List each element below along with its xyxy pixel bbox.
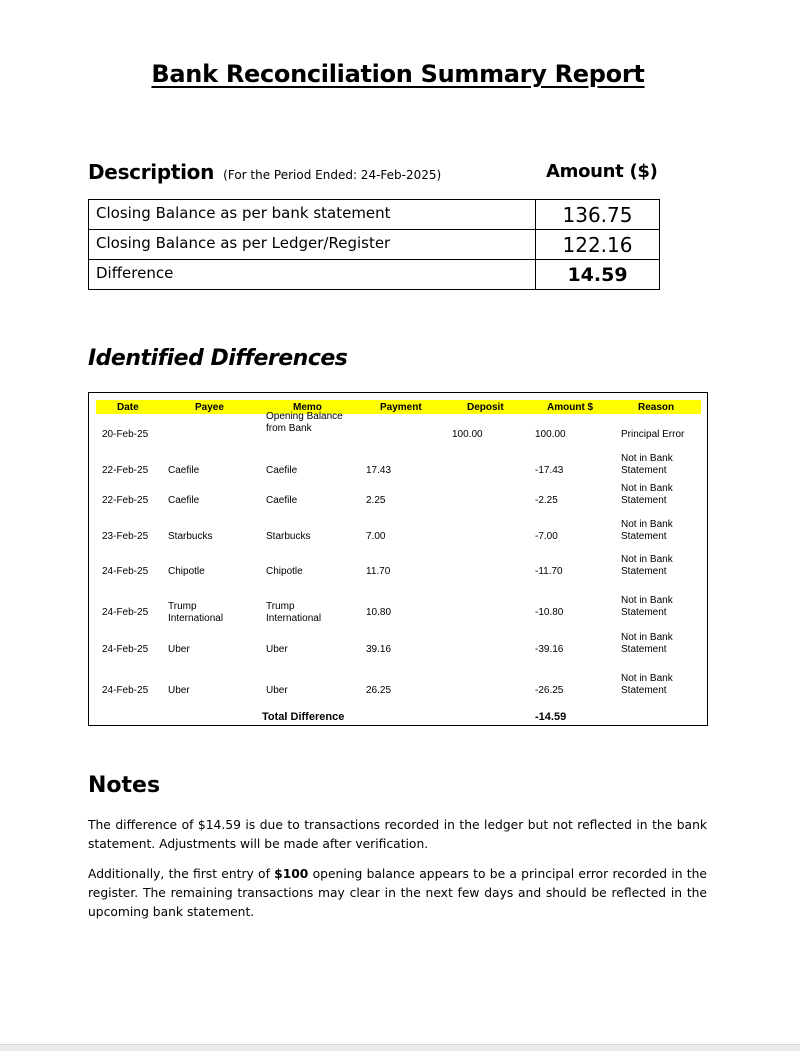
- cell-date: [102, 644, 148, 656]
- cell-payee: [168, 531, 212, 543]
- cell-memo: [266, 411, 343, 435]
- cell-reason: [621, 519, 673, 543]
- description-header: [88, 160, 441, 184]
- cell-line: Opening Balance: [266, 411, 343, 422]
- cell-reason: [621, 595, 673, 619]
- cell-line: Not in Bank: [621, 453, 673, 464]
- notes-p2-text: Additionally, the first entry of: [88, 867, 275, 881]
- cell-line: Starbucks: [266, 531, 311, 542]
- cell-payment: [366, 566, 390, 578]
- cell-memo: [266, 531, 310, 543]
- cell-reason: [621, 483, 673, 507]
- cell-line: Uber: [168, 644, 190, 655]
- cell-payee: [168, 644, 190, 656]
- cell-line: 100.00: [535, 429, 566, 440]
- cell-line: -11.70: [535, 566, 563, 577]
- summary-table: [88, 199, 660, 290]
- cell-reason: [621, 673, 673, 697]
- cell-memo: [266, 566, 303, 578]
- cell-reason: [621, 554, 673, 578]
- cell-line: Not in Bank: [621, 554, 673, 565]
- page-edge: [0, 1044, 800, 1051]
- cell-line: 24-Feb-25: [102, 685, 149, 696]
- cell-amount: [535, 607, 563, 619]
- cell-date: [102, 495, 148, 507]
- cell-line: Trump: [168, 601, 197, 612]
- notes-title: Notes: [88, 773, 161, 798]
- cell-line: Chipotle: [168, 566, 205, 577]
- total-difference-label: Total Difference: [262, 711, 345, 723]
- cell-deposit: [452, 429, 483, 441]
- summary-amount: 122.16: [536, 230, 660, 260]
- cell-line: Principal Error: [621, 429, 685, 440]
- header-deposit: Deposit: [467, 402, 504, 413]
- cell-line: 10.80: [366, 607, 392, 618]
- cell-line: -10.80: [535, 607, 564, 618]
- cell-line: International: [266, 613, 322, 624]
- cell-line: Not in Bank: [621, 483, 673, 494]
- cell-amount: [535, 644, 563, 656]
- cell-line: 17.43: [366, 465, 392, 476]
- cell-reason: [621, 632, 673, 656]
- cell-line: 39.16: [366, 644, 392, 655]
- summary-label: Difference: [89, 260, 536, 290]
- cell-payee: [168, 465, 199, 477]
- report-title: Bank Reconciliation Summary Report: [151, 60, 645, 88]
- summary-amount: 14.59: [536, 260, 660, 290]
- cell-payee: [168, 566, 205, 578]
- cell-payee: [168, 495, 199, 507]
- differences-header-row: [96, 400, 701, 414]
- cell-reason: [621, 453, 673, 477]
- header-reason: Reason: [638, 402, 675, 413]
- cell-line: Caefile: [266, 495, 298, 506]
- cell-line: 11.70: [366, 566, 391, 577]
- cell-date: [102, 566, 148, 578]
- cell-payee: [168, 601, 223, 625]
- cell-date: [102, 465, 148, 477]
- cell-memo: [266, 465, 297, 477]
- cell-payment: [366, 531, 385, 543]
- cell-memo: [266, 495, 297, 507]
- cell-amount: [535, 495, 558, 507]
- cell-line: 26.25: [366, 685, 392, 696]
- notes-paragraph-1: The difference of $14.59 is due to transactions recorded in the ledger but not reflected in the bank statement. Adjustments will be made after verification.: [88, 818, 707, 851]
- header-memo: Memo: [293, 402, 322, 413]
- cell-line: 100.00: [452, 429, 483, 440]
- period-label: (For the Period Ended: 24-Feb-2025): [223, 168, 442, 182]
- cell-amount: [535, 531, 558, 543]
- cell-memo: [266, 601, 321, 625]
- cell-date: [102, 429, 148, 441]
- cell-reason: [621, 429, 684, 441]
- summary-row-difference: [89, 260, 660, 290]
- header-amount: Amount $: [547, 402, 594, 413]
- cell-line: 20-Feb-25: [102, 429, 149, 440]
- summary-label: Closing Balance as per Ledger/Register: [89, 230, 536, 260]
- cell-line: Statement: [621, 495, 667, 506]
- cell-line: Starbucks: [168, 531, 213, 542]
- cell-line: 24-Feb-25: [102, 566, 149, 577]
- summary-row-bank: [89, 200, 660, 230]
- cell-date: [102, 685, 148, 697]
- cell-payment: [366, 465, 391, 477]
- cell-line: Trump: [266, 601, 295, 612]
- cell-line: Caefile: [168, 495, 200, 506]
- cell-line: 24-Feb-25: [102, 644, 149, 655]
- cell-line: Uber: [266, 644, 288, 655]
- cell-line: Statement: [621, 685, 667, 696]
- header-date: Date: [117, 402, 139, 413]
- cell-line: Chipotle: [266, 566, 303, 577]
- cell-line: Uber: [168, 685, 190, 696]
- notes-p2-text-rest: opening balance appears to be a principal error recorded in the register. The remaining transactions may clear in the next few days and should be reflected in the upcoming bank statement.: [88, 867, 707, 919]
- cell-line: Caefile: [168, 465, 200, 476]
- differences-table: [88, 392, 708, 726]
- cell-payment: [366, 607, 391, 619]
- total-difference-value: -14.59: [535, 711, 567, 723]
- cell-line: Not in Bank: [621, 632, 673, 643]
- cell-date: [102, 531, 148, 543]
- cell-line: 2.25: [366, 495, 386, 506]
- cell-line: 24-Feb-25: [102, 607, 149, 618]
- cell-amount: [535, 465, 563, 477]
- cell-amount: [535, 566, 563, 578]
- header-payment: Payment: [380, 402, 422, 413]
- cell-line: -17.43: [535, 465, 564, 476]
- notes-paragraph-2: [88, 865, 707, 922]
- header-payee: Payee: [195, 402, 224, 413]
- cell-line: -39.16: [535, 644, 564, 655]
- cell-line: -2.25: [535, 495, 558, 506]
- differences-title: Identified Differences: [88, 346, 348, 371]
- cell-amount: [535, 685, 563, 697]
- summary-row-ledger: [89, 230, 660, 260]
- cell-line: 7.00: [366, 531, 386, 542]
- cell-payment: [366, 495, 385, 507]
- cell-payment: [366, 644, 391, 656]
- cell-line: 23-Feb-25: [102, 531, 149, 542]
- amount-header: Amount ($): [546, 161, 658, 182]
- cell-date: [102, 607, 148, 619]
- cell-line: International: [168, 613, 224, 624]
- description-label: Description: [88, 160, 215, 184]
- cell-line: -7.00: [535, 531, 558, 542]
- cell-line: from Bank: [266, 423, 312, 434]
- notes-p2-amount: $100: [274, 867, 309, 881]
- cell-line: Statement: [621, 531, 667, 542]
- cell-payee: [168, 685, 190, 697]
- cell-line: 22-Feb-25: [102, 495, 149, 506]
- cell-line: Caefile: [266, 465, 298, 476]
- cell-line: -26.25: [535, 685, 564, 696]
- cell-line: 22-Feb-25: [102, 465, 149, 476]
- cell-line: Not in Bank: [621, 595, 673, 606]
- cell-payment: [366, 685, 391, 697]
- cell-line: Statement: [621, 607, 667, 618]
- cell-memo: [266, 644, 288, 656]
- cell-line: Not in Bank: [621, 673, 673, 684]
- cell-line: Statement: [621, 644, 667, 655]
- cell-line: Statement: [621, 566, 667, 577]
- summary-amount: 136.75: [536, 200, 660, 230]
- cell-line: Uber: [266, 685, 288, 696]
- cell-memo: [266, 685, 288, 697]
- summary-label: Closing Balance as per bank statement: [89, 200, 536, 230]
- cell-amount: [535, 429, 566, 441]
- cell-line: Not in Bank: [621, 519, 673, 530]
- cell-line: Statement: [621, 465, 667, 476]
